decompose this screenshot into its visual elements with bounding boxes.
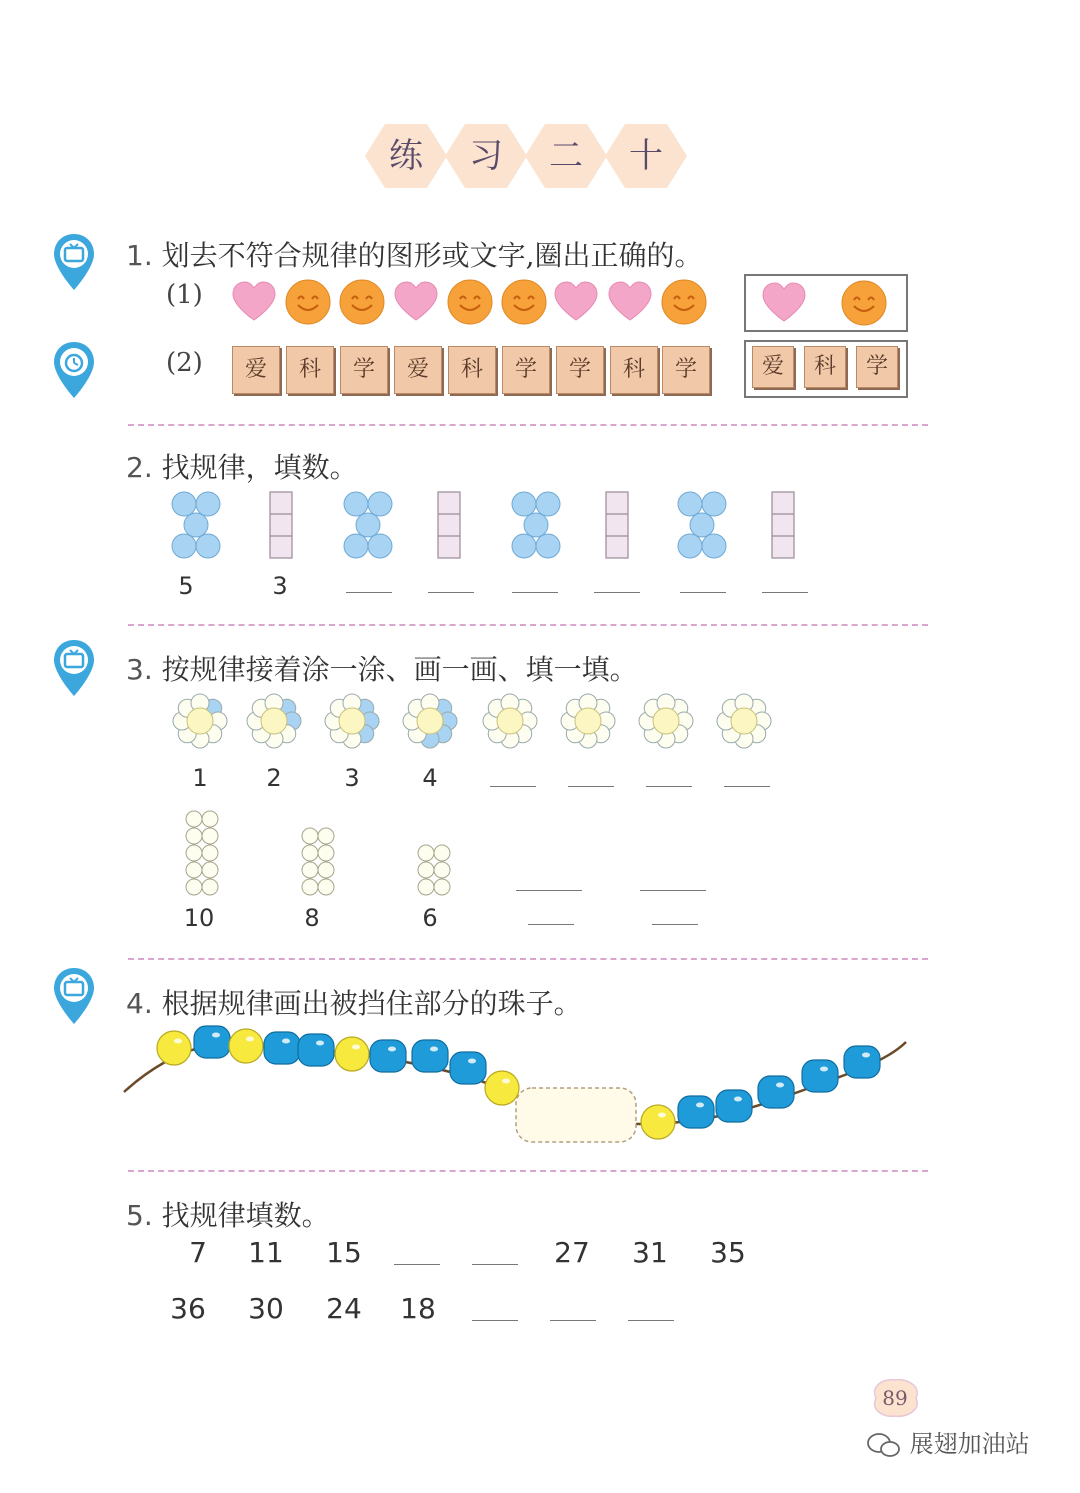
bead-highlight bbox=[734, 1097, 742, 1102]
question-number: 1. bbox=[126, 239, 153, 272]
question-2-heading bbox=[126, 446, 358, 486]
dot-cluster-icon bbox=[512, 492, 560, 558]
yellow-bead bbox=[157, 1031, 191, 1065]
question-4-heading bbox=[126, 982, 582, 1022]
question-3-heading bbox=[126, 648, 638, 688]
flower-icon bbox=[403, 694, 457, 748]
answer-blank[interactable] bbox=[594, 592, 640, 593]
blue-bead bbox=[844, 1046, 880, 1078]
sequence-value: 7 bbox=[189, 1236, 207, 1269]
bead-highlight bbox=[174, 1039, 182, 1044]
heart-icon bbox=[395, 282, 437, 320]
char-tile: 学 bbox=[340, 346, 388, 394]
title-char: 习 bbox=[469, 136, 503, 176]
question-text: 划去不符合规律的图形或文字,圈出正确的。 bbox=[161, 239, 703, 272]
answer-blank[interactable] bbox=[628, 1320, 674, 1321]
blue-bead bbox=[450, 1052, 486, 1084]
title-hex-3 bbox=[524, 122, 608, 190]
bead-highlight bbox=[352, 1045, 360, 1050]
bead-highlight bbox=[430, 1047, 438, 1052]
blue-bead bbox=[678, 1096, 714, 1128]
char-tile: 学 bbox=[502, 346, 550, 394]
smiley-icon bbox=[448, 280, 492, 324]
bead-highlight bbox=[212, 1033, 220, 1038]
flower-value: 4 bbox=[422, 764, 438, 792]
sequence-value: 11 bbox=[248, 1236, 284, 1269]
watermark-text: 展翅加油站 bbox=[909, 1430, 1030, 1458]
wechat-icon bbox=[866, 1432, 902, 1458]
char-tile: 学 bbox=[556, 346, 604, 394]
bead-highlight bbox=[468, 1059, 476, 1064]
answer-blank[interactable] bbox=[724, 786, 770, 787]
stack-value: 6 bbox=[422, 904, 438, 932]
heart-icon bbox=[555, 282, 597, 320]
blue-bead bbox=[802, 1060, 838, 1092]
dot-cluster-icon bbox=[344, 492, 392, 558]
section-divider bbox=[128, 1170, 928, 1172]
question-5-heading bbox=[126, 1194, 330, 1234]
question-text: 找规律，填数。 bbox=[161, 451, 358, 484]
heart-icon bbox=[233, 282, 275, 320]
question-number: 3. bbox=[126, 653, 153, 686]
char-tile: 爱 bbox=[394, 346, 442, 394]
dot-figures bbox=[160, 486, 820, 566]
dot-cluster-icon bbox=[172, 492, 220, 558]
title-hex-1 bbox=[364, 122, 448, 190]
title-hex-2 bbox=[444, 122, 528, 190]
yellow-bead bbox=[335, 1037, 369, 1071]
char-tile: 科 bbox=[610, 346, 658, 394]
sequence-value: 35 bbox=[710, 1236, 746, 1269]
question-text: 按规律接着涂一涂、画一画、填一填。 bbox=[161, 653, 638, 686]
sub-question-label: (1) bbox=[166, 280, 203, 310]
yellow-bead bbox=[229, 1029, 263, 1063]
tv-pin-icon bbox=[52, 966, 96, 1026]
flower-icon bbox=[717, 694, 771, 748]
char-tile: 学 bbox=[856, 346, 898, 388]
answer-blank[interactable] bbox=[394, 1264, 440, 1265]
circle-stack-icon bbox=[418, 845, 450, 895]
bar-icon bbox=[606, 492, 628, 558]
answer-value: 3 bbox=[272, 572, 288, 600]
answer-blank[interactable] bbox=[550, 1320, 596, 1321]
char-tile: 爱 bbox=[752, 346, 794, 388]
answer-blank[interactable] bbox=[652, 924, 698, 925]
smiley-icon bbox=[662, 280, 706, 324]
char-tile: 科 bbox=[804, 346, 846, 388]
yellow-bead bbox=[641, 1105, 675, 1139]
bead-highlight bbox=[696, 1103, 704, 1108]
bar-icon bbox=[270, 492, 292, 558]
blue-bead bbox=[370, 1040, 406, 1072]
sequence-value: 31 bbox=[632, 1236, 668, 1269]
blue-bead bbox=[716, 1090, 752, 1122]
section-divider bbox=[128, 624, 928, 626]
sub-question-label: (2) bbox=[166, 348, 203, 378]
drawing-blank[interactable] bbox=[516, 890, 582, 891]
sequence-value: 18 bbox=[400, 1292, 436, 1325]
watermark bbox=[866, 1424, 1030, 1459]
smiley-icon bbox=[502, 280, 546, 324]
bead-highlight bbox=[820, 1067, 828, 1072]
answer-blank[interactable] bbox=[472, 1320, 518, 1321]
sequence-value: 24 bbox=[326, 1292, 362, 1325]
page-number-badge bbox=[866, 1376, 924, 1420]
flower-value: 3 bbox=[344, 764, 360, 792]
question-1-heading bbox=[126, 234, 703, 274]
char-tile: 科 bbox=[448, 346, 496, 394]
question-number: 2. bbox=[126, 451, 153, 484]
flower-row bbox=[166, 688, 786, 754]
answer-blank[interactable] bbox=[762, 592, 808, 593]
bead-highlight bbox=[658, 1113, 666, 1118]
circle-stack-icon bbox=[302, 828, 334, 895]
blue-bead bbox=[412, 1040, 448, 1072]
bar-icon bbox=[772, 492, 794, 558]
dot-cluster-icon bbox=[678, 492, 726, 558]
bead-highlight bbox=[776, 1083, 784, 1088]
flower-icon bbox=[173, 694, 227, 748]
blue-bead bbox=[758, 1076, 794, 1108]
question-text: 根据规律画出被挡住部分的珠子。 bbox=[161, 987, 582, 1020]
answer-blank[interactable] bbox=[528, 924, 574, 925]
smiley-icon bbox=[340, 280, 384, 324]
bead-highlight bbox=[388, 1047, 396, 1052]
answer-blank[interactable] bbox=[472, 1264, 518, 1265]
bead-highlight bbox=[502, 1079, 510, 1084]
title-char: 十 bbox=[629, 136, 663, 176]
question-number: 5. bbox=[126, 1199, 153, 1232]
page-number: 89 bbox=[882, 1386, 908, 1410]
stack-value: 8 bbox=[304, 904, 320, 932]
bead-highlight bbox=[862, 1053, 870, 1058]
answer-blank[interactable] bbox=[568, 786, 614, 787]
answer-blank[interactable] bbox=[428, 592, 474, 593]
title-char: 练 bbox=[389, 136, 423, 176]
char-tile: 爱 bbox=[232, 346, 280, 394]
char-tile: 科 bbox=[286, 346, 334, 394]
answer-blank[interactable] bbox=[646, 786, 692, 787]
sequence-value: 36 bbox=[170, 1292, 206, 1325]
tv-pin-icon bbox=[52, 232, 96, 292]
drawing-blank[interactable] bbox=[640, 890, 706, 891]
title-char: 二 bbox=[549, 136, 583, 176]
circle-stacks bbox=[176, 804, 476, 900]
heart-icon bbox=[609, 282, 651, 320]
char-tile: 学 bbox=[662, 346, 710, 394]
sequence-value: 30 bbox=[248, 1292, 284, 1325]
yellow-bead bbox=[485, 1071, 519, 1105]
clock-pin-icon bbox=[52, 340, 96, 400]
hidden-beads-cover bbox=[516, 1088, 636, 1142]
section-divider bbox=[128, 424, 928, 426]
blue-bead bbox=[298, 1034, 334, 1066]
blue-bead bbox=[194, 1026, 230, 1058]
flower-icon bbox=[247, 694, 301, 748]
sequence-value: 15 bbox=[326, 1236, 362, 1269]
stack-value: 10 bbox=[183, 904, 215, 932]
flower-icon bbox=[639, 694, 693, 748]
bead-string bbox=[120, 1024, 920, 1154]
flower-value: 1 bbox=[192, 764, 208, 792]
shape-sequence bbox=[228, 276, 718, 328]
blue-bead bbox=[264, 1032, 300, 1064]
question-text: 找规律填数。 bbox=[161, 1199, 330, 1232]
flower-icon bbox=[561, 694, 615, 748]
answer-blank[interactable] bbox=[512, 592, 558, 593]
flower-icon bbox=[483, 694, 537, 748]
tv-pin-icon bbox=[52, 638, 96, 698]
question-number: 4. bbox=[126, 987, 153, 1020]
section-divider bbox=[128, 958, 928, 960]
sequence-value: 27 bbox=[554, 1236, 590, 1269]
answer-blank[interactable] bbox=[490, 786, 536, 787]
bead-highlight bbox=[282, 1039, 290, 1044]
flower-icon bbox=[325, 694, 379, 748]
answer-blank[interactable] bbox=[680, 592, 726, 593]
smiley-icon bbox=[286, 280, 330, 324]
answer-value: 5 bbox=[178, 572, 194, 600]
pattern-box-shapes bbox=[744, 274, 908, 332]
circle-stack-icon bbox=[186, 811, 218, 895]
bead-highlight bbox=[316, 1041, 324, 1046]
title-hex-4 bbox=[604, 122, 688, 190]
flower-value: 2 bbox=[266, 764, 282, 792]
bar-icon bbox=[438, 492, 460, 558]
bead-highlight bbox=[246, 1037, 254, 1042]
answer-blank[interactable] bbox=[346, 592, 392, 593]
